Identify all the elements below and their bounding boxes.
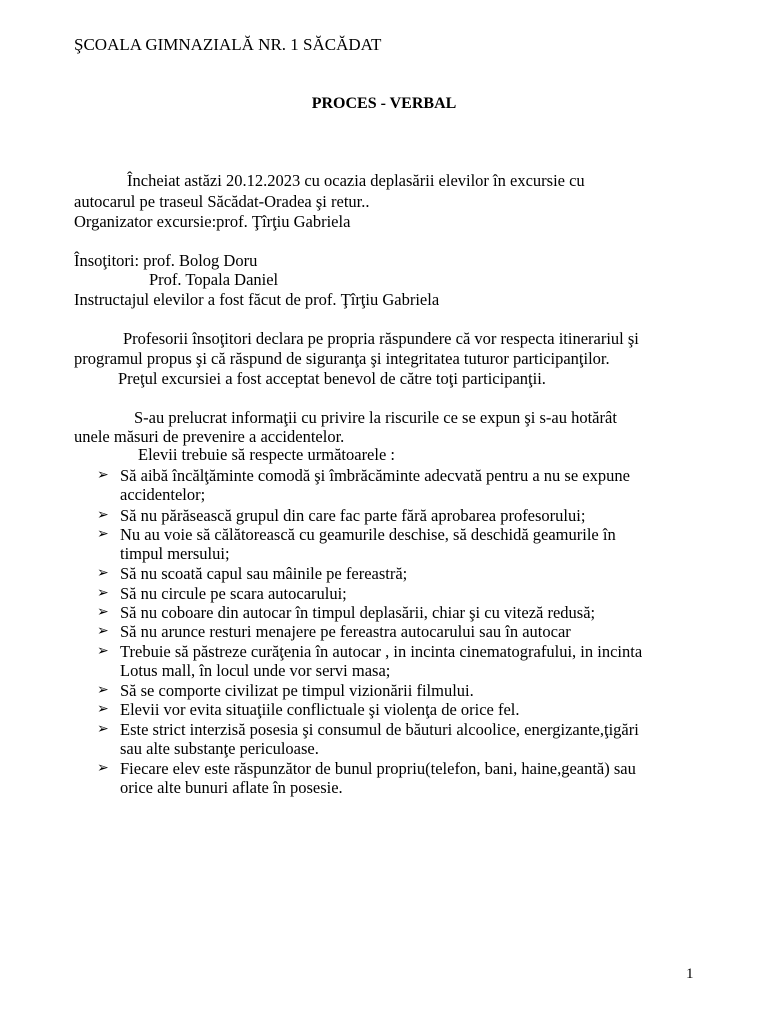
- risks-line-3: Elevii trebuie să respecte următoarele :: [138, 445, 395, 464]
- rule-item: Să nu coboare din autocar în timpul deplasării, chiar şi cu viteză redusă;: [120, 603, 596, 622]
- rule-item-continuation: timpul mersului;: [120, 544, 230, 563]
- arrow-bullet-icon: ➢: [97, 508, 109, 523]
- arrow-bullet-icon: ➢: [97, 722, 109, 737]
- arrow-bullet-icon: ➢: [97, 702, 109, 717]
- risks-line-1: S-au prelucrat informaţii cu privire la riscurile ce se expun şi s-au hotărât: [134, 408, 617, 427]
- school-name: ŞCOALA GIMNAZIALĂ NR. 1 SĂCĂDAT: [74, 35, 382, 54]
- organizer-line: Organizator excursie:prof. Ţîrţiu Gabriela: [74, 212, 351, 231]
- rule-item: Elevii vor evita situaţiile conflictuale şi violenţa de orice fel.: [120, 700, 520, 719]
- rule-item: Este strict interzisă posesia şi consumul de băuturi alcoolice, energizante,ţigări: [120, 720, 639, 739]
- rule-item-continuation: accidentelor;: [120, 485, 206, 504]
- page-number: 1: [686, 966, 694, 982]
- arrow-bullet-icon: ➢: [97, 566, 109, 581]
- arrow-bullet-icon: ➢: [97, 624, 109, 639]
- declaration-line-1: Profesorii însoţitori declara pe propria răspundere că vor respecta itinerariul şi: [123, 329, 639, 348]
- price-line: Preţul excursiei a fost acceptat benevol de către toţi participanţii.: [118, 369, 546, 388]
- arrow-bullet-icon: ➢: [97, 761, 109, 776]
- rule-item: Trebuie să păstreze curăţenia în autocar , in incinta cinematografului, in incinta: [120, 642, 643, 661]
- rule-item: Să nu scoată capul sau mâinile pe fereastră;: [120, 564, 408, 583]
- arrow-bullet-icon: ➢: [97, 605, 109, 620]
- rule-item: Nu au voie să călătorească cu geamurile deschise, să deschidă geamurile în: [120, 525, 616, 544]
- arrow-bullet-icon: ➢: [97, 683, 109, 698]
- risks-line-2: unele măsuri de prevenire a accidentelor.: [74, 427, 345, 446]
- rule-item-continuation: Lotus mall, în locul unde vor servi masa;: [120, 661, 391, 680]
- rule-item: Să se comporte civilizat pe timpul vizionării filmului.: [120, 681, 474, 700]
- rule-item-continuation: sau alte substanţe periculoase.: [120, 739, 319, 758]
- rule-item: Să nu arunce resturi menajere pe fereastra autocarului sau în autocar: [120, 622, 571, 641]
- intro-line-1: Încheiat astăzi 20.12.2023 cu ocazia deplasării elevilor în excursie cu: [127, 171, 585, 190]
- companions-line-2: Prof. Topala Daniel: [149, 270, 279, 289]
- arrow-bullet-icon: ➢: [97, 468, 109, 483]
- arrow-bullet-icon: ➢: [97, 586, 109, 601]
- rule-item: Să nu părăsească grupul din care fac parte fără aprobarea profesorului;: [120, 506, 586, 525]
- document-title: PROCES - VERBAL: [311, 95, 457, 112]
- rule-item: Să nu circule pe scara autocarului;: [120, 584, 347, 603]
- arrow-bullet-icon: ➢: [97, 644, 109, 659]
- rule-item: Să aibă încălţăminte comodă şi îmbrăcăminte adecvată pentru a nu se expune: [120, 466, 630, 485]
- arrow-bullet-icon: ➢: [97, 527, 109, 542]
- rule-item: Fiecare elev este răspunzător de bunul propriu(telefon, bani, haine,geantă) sau: [120, 759, 636, 778]
- instruction-line: Instructajul elevilor a fost făcut de prof. Ţîrţiu Gabriela: [74, 290, 440, 309]
- declaration-line-2: programul propus şi că răspund de siguranţa şi integritatea tuturor participanţilor.: [74, 349, 610, 368]
- rule-item-continuation: orice alte bunuri aflate în posesie.: [120, 778, 343, 797]
- intro-line-2: autocarul pe traseul Săcădat-Oradea şi retur..: [74, 192, 370, 211]
- companions-line-1: Însoţitori: prof. Bolog Doru: [74, 251, 258, 270]
